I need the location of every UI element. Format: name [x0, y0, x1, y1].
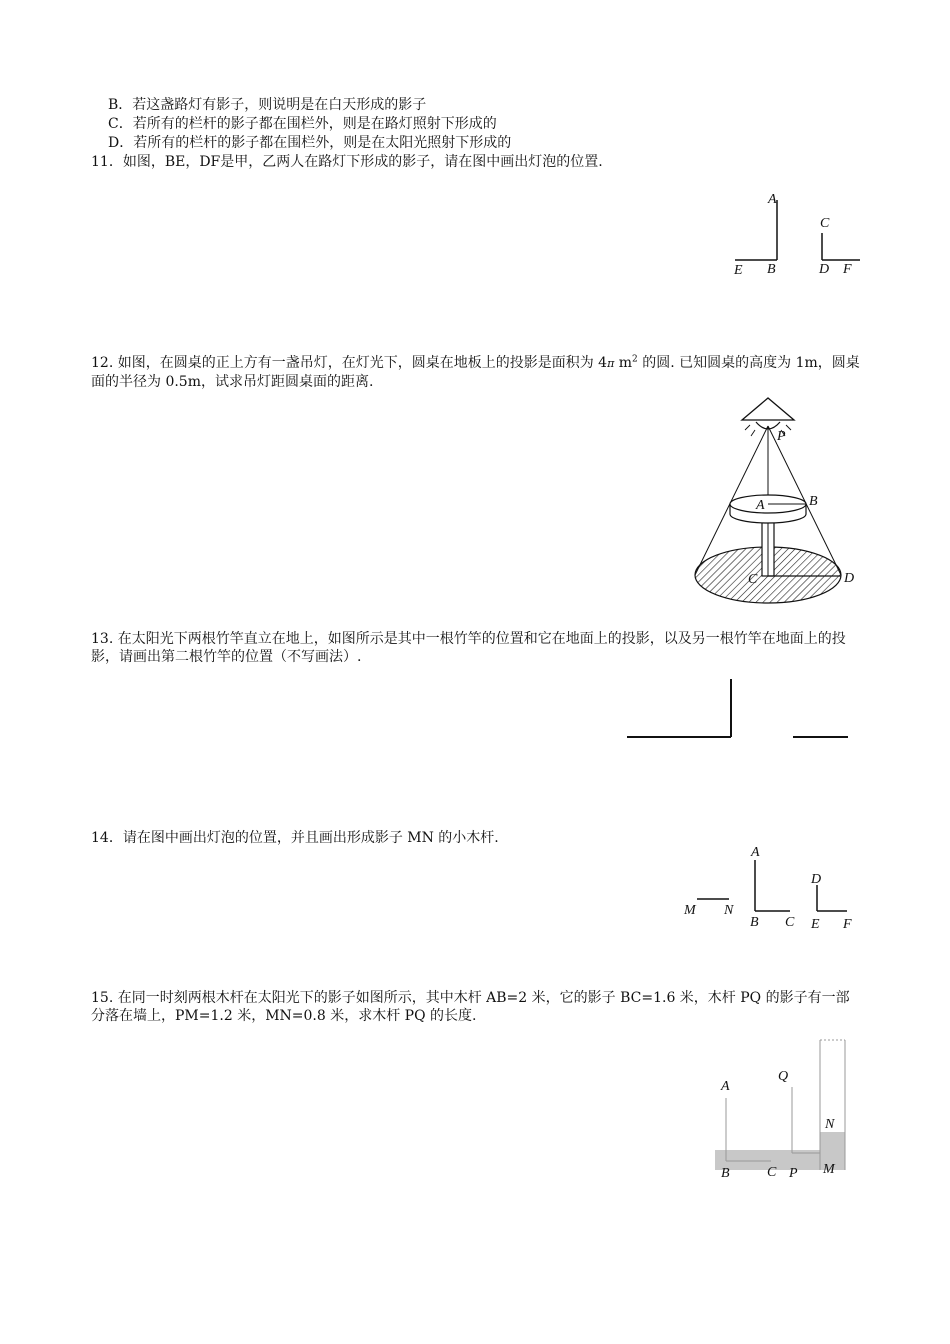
q11-label-e: E — [734, 263, 743, 278]
q14-label-d: D — [811, 872, 822, 887]
q14-label-b: B — [750, 915, 759, 930]
q15-label-a: A — [721, 1079, 730, 1094]
option-c: C．若所有的栏杆的影子都在围栏外，则是在路灯照射下形成的 — [108, 116, 497, 132]
question-12-text — [91, 354, 861, 391]
q14-label-f: F — [843, 917, 852, 932]
q14-label-c: C — [785, 915, 795, 930]
q12-unit: m — [614, 355, 633, 371]
q12-pi: π — [607, 357, 615, 370]
q11-label-f: F — [843, 262, 852, 277]
q11-label-b: B — [767, 262, 776, 277]
q11-label-a: A — [768, 192, 777, 207]
figure-q11 — [725, 185, 865, 280]
q14-label-e: E — [811, 917, 820, 932]
q12-label-d: D — [844, 571, 855, 586]
q14-label-n: N — [724, 903, 734, 918]
q12-label-a: A — [756, 498, 765, 513]
question-11-text: 11．如图，BE，DF是甲，乙两人在路灯下形成的影子，请在图中画出灯泡的位置. — [91, 154, 603, 170]
lamp-shade — [742, 398, 794, 420]
figure-q12 — [690, 392, 870, 610]
figure-q14 — [680, 840, 865, 935]
question-15-text: 15. 在同一时刻两根木杆在太阳光下的影子如图所示，其中木杆 AB=2 米，它的影子 BC=1.6 米，木杆 PQ 的影子有一部分落在墙上，PM=1.2 米，MN=0.8 米，求木杆 PQ 的长度. — [91, 990, 850, 1024]
q15-label-n: N — [825, 1117, 835, 1132]
q12-text-before: 12. 如图，在圆桌的正上方有一盏吊灯，在灯光下，圆桌在地板上的投影是面积为 4 — [91, 355, 608, 371]
q15-label-m: M — [823, 1162, 835, 1177]
q15-label-q: Q — [778, 1069, 789, 1084]
q12-label-p: P — [777, 429, 786, 444]
q15-label-c: C — [767, 1165, 777, 1180]
q12-unit-sup: 2 — [632, 354, 638, 365]
q11-label-d: D — [819, 262, 830, 277]
q12-text-after: 的圆. 已知圆桌的高度为 1m，圆桌面的半径为 0.5m，试求吊灯距圆桌面的距离. — [91, 355, 860, 390]
option-b: B．若这盏路灯有影子，则说明是在白天形成的影子 — [108, 97, 427, 113]
figure-q13 — [620, 675, 860, 745]
figure-q15 — [705, 1035, 865, 1185]
q11-label-c: C — [820, 216, 830, 231]
q14-label-m: M — [684, 903, 696, 918]
q15-label-b: B — [721, 1166, 730, 1181]
q14-label-a: A — [751, 845, 760, 860]
q15-label-p: P — [789, 1166, 798, 1181]
question-13-text: 13. 在太阳光下两根竹竿直立在地上，如图所示是其中一根竹竿的位置和它在地面上的投影，以及另一根竹竿在地面上的投影，请画出第二根竹竿的位置（不写画法）. — [91, 631, 846, 665]
q12-label-b: B — [809, 494, 818, 509]
question-14-text: 14．请在图中画出灯泡的位置，并且画出形成影子 MN 的小木杆. — [91, 830, 499, 846]
option-d: D．若所有的栏杆的影子都在围栏外，则是在太阳光照射下形成的 — [108, 135, 512, 151]
q12-label-c: C — [748, 572, 758, 587]
